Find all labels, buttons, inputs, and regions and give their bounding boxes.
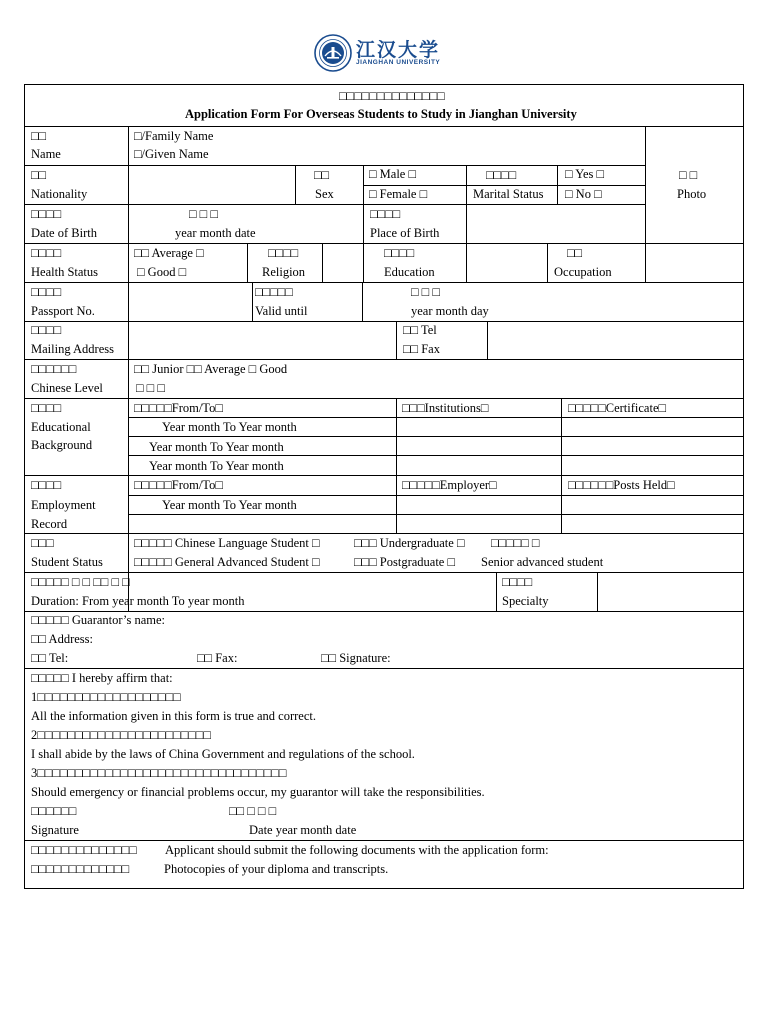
edu-col-certificate: □□□□□Certificate□ <box>568 401 667 415</box>
docs-2-en: Photocopies of your diploma and transcripts. <box>164 862 389 876</box>
col-divider <box>362 282 363 321</box>
student-chinese-language-option[interactable]: □□□□□ Chinese Language Student □ <box>134 536 320 550</box>
col-divider <box>363 165 364 243</box>
row-divider <box>25 126 743 127</box>
row-divider <box>25 204 645 205</box>
university-seal-icon <box>314 34 352 72</box>
edu-col-institutions: □□□Institutions□ <box>402 401 489 415</box>
student-label-en: Student Status <box>31 555 103 569</box>
tel-label: □□ Tel <box>403 323 437 337</box>
sex-label-en: Sex <box>315 187 334 201</box>
specialty-label-cn: □□□□ <box>502 575 533 589</box>
university-logo <box>314 34 454 72</box>
col-divider <box>487 321 488 359</box>
row-divider <box>363 185 645 186</box>
university-name-cn: 江汉大学 <box>356 39 441 61</box>
photo-label-cn: □ □ <box>679 168 698 182</box>
chinese-label-cn: □□□□□□ <box>31 362 77 376</box>
col-divider <box>295 165 296 204</box>
edu-row-2-period: Year month To Year month <box>149 440 284 454</box>
col-divider <box>128 126 129 611</box>
emp-label-en-1: Employment <box>31 498 96 512</box>
university-name-en: JIANGHAN UNIVERSITY <box>356 59 441 66</box>
col-divider <box>322 243 323 282</box>
row-divider <box>128 436 743 437</box>
emp-col-from-to: □□□□□From/To□ <box>134 478 223 492</box>
row-divider <box>25 282 743 283</box>
row-divider <box>128 417 743 418</box>
name-label-cn: □□ <box>31 129 47 143</box>
dob-units-cn: □ □ □ <box>189 207 218 221</box>
row-divider <box>25 533 743 534</box>
col-divider <box>645 126 646 282</box>
marital-label-en: Marital Status <box>473 187 544 201</box>
affirm-2-cn: 2□□□□□□□□□□□□□□□□□□□□□□□ <box>31 728 211 742</box>
guarantor-tel-field[interactable]: □□ Tel: <box>31 651 69 665</box>
guarantor-signature-field[interactable]: □□ Signature: <box>321 651 391 665</box>
passport-label-cn: □□□□ <box>31 285 62 299</box>
edu-label-cn: □□□□ <box>31 401 62 415</box>
chinese-level-checkboxes[interactable]: □ □ □ <box>136 381 165 395</box>
dob-label-cn: □□□□ <box>31 207 62 221</box>
col-divider <box>466 243 467 282</box>
row-divider <box>128 495 743 496</box>
nationality-label-cn: □□ <box>31 168 47 182</box>
health-label-cn: □□□□ <box>31 246 62 260</box>
col-divider <box>496 572 497 611</box>
health-label-en: Health Status <box>31 265 99 279</box>
valid-label-en: Valid until <box>255 304 308 318</box>
docs-1-en: Applicant should submit the following documents with the application form: <box>165 843 549 857</box>
edu-col-from-to: □□□□□From/To□ <box>134 401 223 415</box>
docs-2-cn: □□□□□□□□□□□□□ <box>31 862 130 876</box>
pob-label-cn: □□□□ <box>370 207 401 221</box>
name-label-en: Name <box>31 147 61 161</box>
affirm-1-en: All the information given in this form is true and correct. <box>31 709 316 723</box>
affirm-2-en: I shall abide by the laws of China Government and regulations of the school. <box>31 747 415 761</box>
edu-row-3-period: Year month To Year month <box>149 459 284 473</box>
sign-date-en: Date year month date <box>249 823 357 837</box>
duration-en: Duration: From year month To year month <box>31 594 245 608</box>
row-divider <box>25 165 645 166</box>
mailing-label-cn: □□□□ <box>31 323 62 337</box>
col-divider <box>597 572 598 611</box>
religion-label-cn: □□□□ <box>268 246 299 260</box>
col-divider <box>396 398 397 533</box>
guarantor-address-field[interactable]: □□ Address: <box>31 632 93 646</box>
row-divider <box>25 359 743 360</box>
row-divider <box>25 321 743 322</box>
emp-label-en-2: Record <box>31 517 68 531</box>
chinese-level-options: □□ Junior □□ Average □ Good <box>134 362 288 376</box>
education-label-en: Education <box>384 265 435 279</box>
student-label-cn: □□□ <box>31 536 54 550</box>
application-form <box>24 84 744 889</box>
sex-male-option[interactable]: □ Male □ <box>369 167 417 181</box>
emp-col-posts: □□□□□□Posts Held□ <box>568 478 675 492</box>
row-divider <box>25 611 743 612</box>
affirm-1-cn: 1□□□□□□□□□□□□□□□□□□□ <box>31 690 181 704</box>
health-average-option[interactable]: □□ Average □ <box>134 246 204 260</box>
student-senior-advanced-label: Senior advanced student <box>481 555 604 569</box>
emp-label-cn: □□□□ <box>31 478 62 492</box>
col-divider <box>466 165 467 243</box>
dob-units-en: year month date <box>175 226 256 240</box>
row-divider <box>128 455 743 456</box>
sign-date-cn: □□ □ □ □ <box>229 804 277 818</box>
passport-label-en: Passport No. <box>31 304 95 318</box>
row-divider <box>25 398 743 399</box>
fax-label: □□ Fax <box>403 342 440 356</box>
pob-label-en: Place of Birth <box>370 226 440 240</box>
col-divider <box>396 321 397 359</box>
religion-label-en: Religion <box>262 265 306 279</box>
health-good-option[interactable]: □ Good □ <box>137 265 187 279</box>
student-undergraduate-option[interactable]: □□□ Undergraduate □ <box>354 536 465 550</box>
affirm-3-cn: 3□□□□□□□□□□□□□□□□□□□□□□□□□□□□□□□□□ <box>31 766 287 780</box>
row-divider <box>25 572 743 573</box>
emp-col-employer: □□□□□Employer□ <box>402 478 497 492</box>
col-divider <box>247 243 248 282</box>
occupation-label-en: Occupation <box>554 265 612 279</box>
form-title-cn: □□□□□□□□□□□□□□ <box>339 89 445 103</box>
signature-label-en: Signature <box>31 823 79 837</box>
edu-row-1-period: Year month To Year month <box>162 420 297 434</box>
edu-label-en-1: Educational <box>31 420 91 434</box>
row-divider <box>25 243 743 244</box>
col-divider <box>557 165 558 204</box>
row-divider <box>25 840 743 841</box>
signature-label-cn: □□□□□□ <box>31 804 77 818</box>
marital-no-option[interactable]: □ No □ <box>565 187 602 201</box>
student-postgraduate-option[interactable]: □□□ Postgraduate □ <box>354 555 456 569</box>
guarantor-name-field[interactable]: □□□□□ Guarantor’s name: <box>31 613 166 627</box>
education-label-cn: □□□□ <box>384 246 415 260</box>
col-divider <box>561 398 562 533</box>
sex-label-cn: □□ <box>314 168 330 182</box>
valid-units-en: year month day <box>411 304 489 318</box>
guarantor-fax-field[interactable]: □□ Fax: <box>197 651 238 665</box>
col-divider <box>547 243 548 282</box>
col-divider <box>252 282 253 321</box>
emp-row-1-period: Year month To Year month <box>162 498 297 512</box>
mailing-label-en: Mailing Address <box>31 342 114 356</box>
duration-cn: □□□□□ □ □ □□ □ □ <box>31 575 130 589</box>
sex-female-option[interactable]: □ Female □ <box>369 187 428 201</box>
occupation-label-cn: □□ <box>567 246 583 260</box>
col-divider <box>363 243 364 282</box>
edu-label-en-2: Background <box>31 438 93 452</box>
nationality-label-en: Nationality <box>31 187 88 201</box>
student-general-advanced-option[interactable]: □□□□□ General Advanced Student □ <box>134 555 320 569</box>
affirm-heading: □□□□□ I hereby affirm that: <box>31 671 173 685</box>
given-name-field[interactable]: □/Given Name <box>134 147 209 161</box>
photo-label-en: Photo <box>677 187 707 201</box>
valid-units-cn: □ □ □ <box>411 285 440 299</box>
dob-label-en: Date of Birth <box>31 226 97 240</box>
chinese-label-en: Chinese Level <box>31 381 103 395</box>
specialty-label-en: Specialty <box>502 594 549 608</box>
row-divider <box>25 668 743 669</box>
form-title-en: Application Form For Overseas Students to Study in Jianghan University <box>185 107 577 121</box>
row-divider <box>128 514 743 515</box>
valid-label-cn: □□□□□ <box>255 285 293 299</box>
affirm-3-en: Should emergency or financial problems occur, my guarantor will take the responsibilities. <box>31 785 485 799</box>
student-senior-option-cn[interactable]: □□□□□ □ <box>491 536 540 550</box>
marital-yes-option[interactable]: □ Yes □ <box>565 167 605 181</box>
family-name-field[interactable]: □/Family Name <box>134 129 214 143</box>
marital-label-cn: □□□□ <box>486 168 517 182</box>
docs-1-cn: □□□□□□□□□□□□□□ <box>31 843 137 857</box>
row-divider <box>25 475 743 476</box>
